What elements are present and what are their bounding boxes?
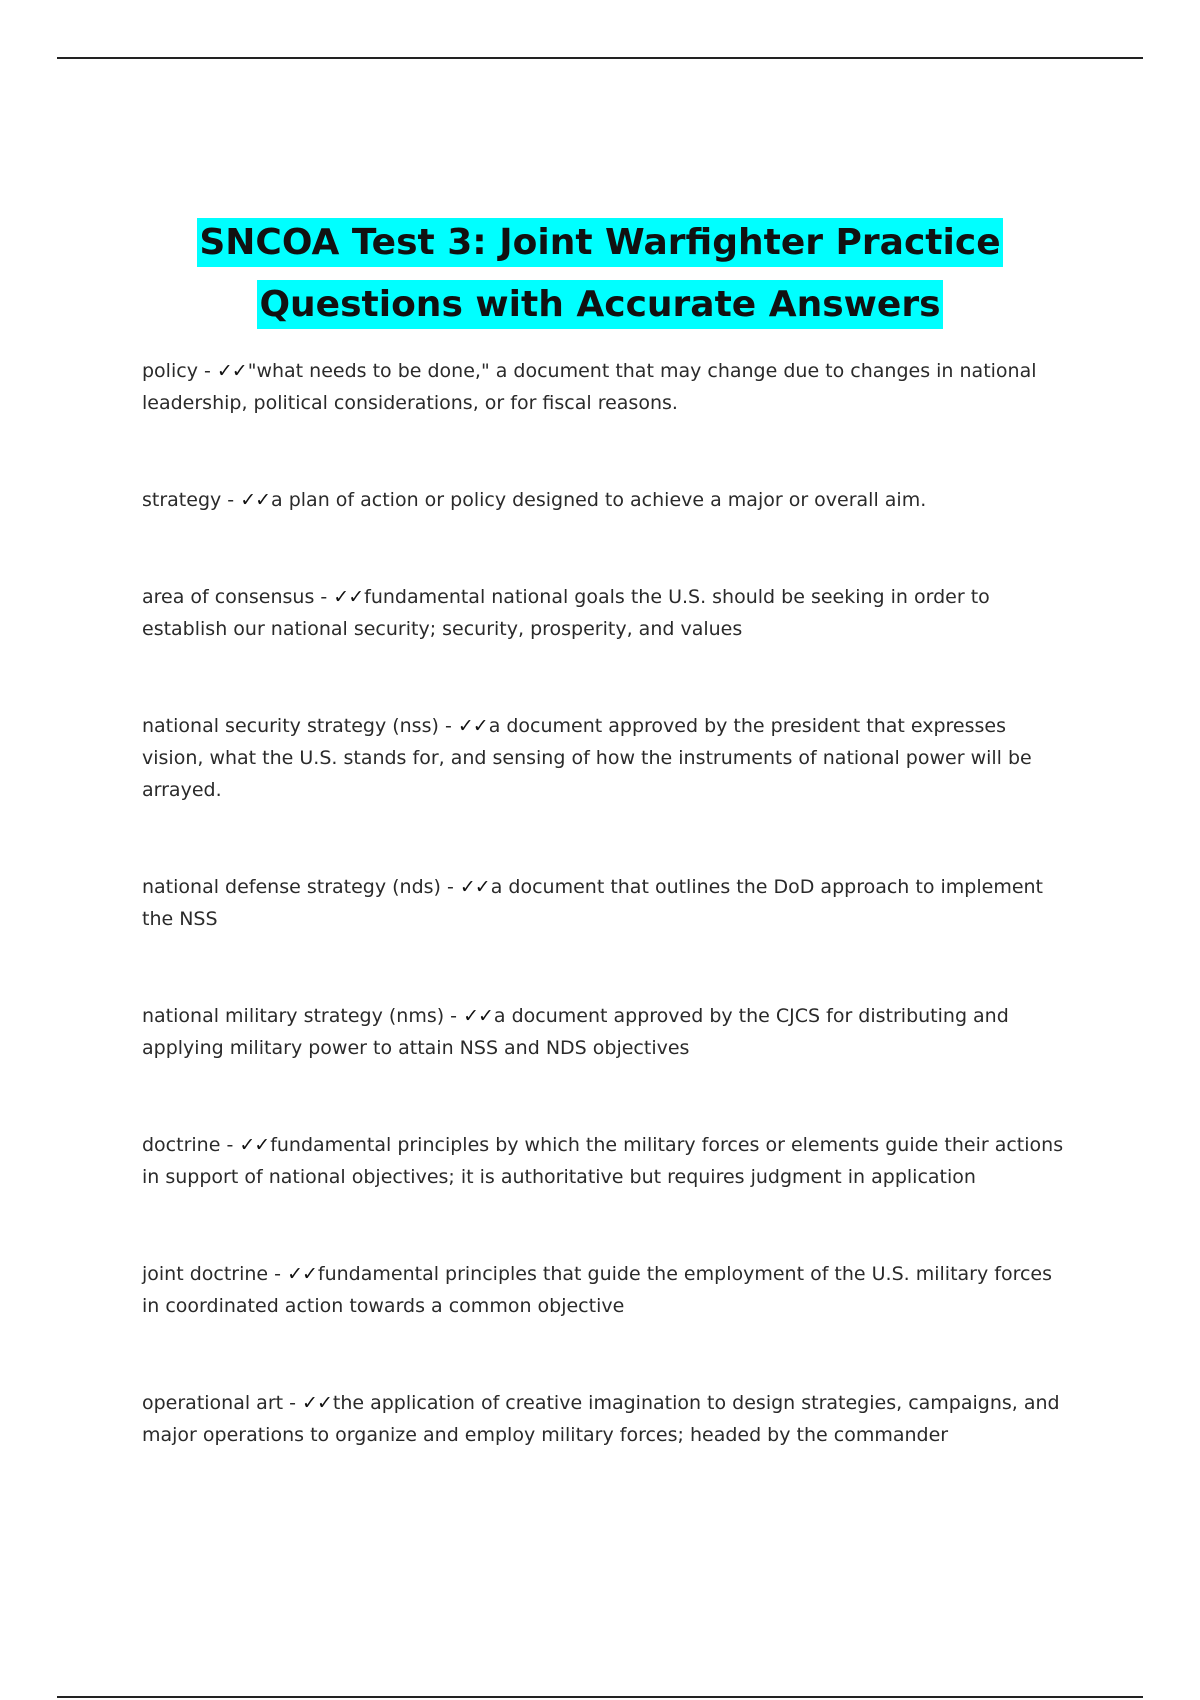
- double-check-icon: ✓✓: [463, 1005, 493, 1027]
- entry-definition: "what needs to be done," a document that may change due to changes in national leadership, political considerations, or for fiscal reasons.: [142, 360, 1037, 414]
- double-check-icon: ✓✓: [287, 1263, 317, 1285]
- double-check-icon: ✓✓: [239, 1134, 270, 1156]
- qa-entry: [142, 710, 1072, 806]
- qa-entry: [142, 1129, 1072, 1193]
- entry-separator: -: [197, 360, 217, 382]
- entry-definition: a document that outlines the DoD approach to implement the NSS: [142, 876, 1044, 930]
- entry-separator: -: [268, 1263, 288, 1285]
- page-title: [0, 212, 1200, 336]
- qa-entry: [142, 1387, 1072, 1451]
- title-line-2: Questions with Accurate Answers: [257, 280, 942, 329]
- entry-definition: fundamental national goals the U.S. should be seeking in order to establish our national security; security, prosperity, and values: [142, 586, 990, 640]
- entry-definition: fundamental principles by which the military forces or elements guide their actions in support of national objectives; it is authoritative but requires judgment in application: [142, 1134, 1064, 1188]
- qa-entry: [142, 355, 1072, 419]
- double-check-icon: ✓✓: [457, 715, 488, 737]
- qa-entry: [142, 871, 1072, 935]
- double-check-icon: ✓✓: [302, 1392, 332, 1414]
- qa-entry: [142, 1258, 1072, 1322]
- double-check-icon: ✓✓: [240, 489, 271, 511]
- entry-separator: -: [221, 489, 241, 511]
- entry-term: national defense strategy (nds): [142, 876, 441, 898]
- entry-term: strategy: [142, 489, 222, 511]
- entry-term: joint doctrine: [142, 1263, 269, 1285]
- entry-separator: -: [440, 876, 460, 898]
- title-line-1: SNCOA Test 3: Joint Warfighter Practice: [197, 218, 1002, 267]
- double-check-icon: ✓✓: [216, 360, 247, 382]
- qa-entry: [142, 1000, 1072, 1064]
- entry-definition: fundamental principles that guide the employment of the U.S. military forces in coordinated action towards a common objective: [142, 1263, 1053, 1317]
- entry-separator: -: [283, 1392, 303, 1414]
- bottom-rule: [57, 1696, 1143, 1698]
- entry-definition: a plan of action or policy designed to achieve a major or overall aim.: [271, 489, 927, 511]
- entry-definition: a document approved by the CJCS for distributing and applying military power to attain NSS and NDS objectives: [142, 1005, 1009, 1059]
- double-check-icon: ✓✓: [333, 586, 364, 608]
- qa-entry: [142, 581, 1072, 645]
- entry-term: national military strategy (nms): [142, 1005, 445, 1027]
- top-rule: [57, 57, 1143, 59]
- entry-separator: -: [444, 1005, 464, 1027]
- entry-definition: the application of creative imagination to design strategies, campaigns, and major operations to organize and employ military forces; headed by the commander: [142, 1392, 1060, 1446]
- entry-term: operational art: [142, 1392, 284, 1414]
- entry-term: national security strategy (nss): [142, 715, 439, 737]
- entry-separator: -: [438, 715, 458, 737]
- entry-term: doctrine: [142, 1134, 221, 1156]
- entry-separator: -: [314, 586, 334, 608]
- entry-definition: a document approved by the president that expresses vision, what the U.S. stands for, and sensing of how the instruments of national power will be arrayed.: [142, 715, 1032, 801]
- qa-entry: [142, 484, 1072, 516]
- entry-term: area of consensus: [142, 586, 315, 608]
- qa-list: [142, 355, 1072, 1516]
- double-check-icon: ✓✓: [459, 876, 490, 898]
- entry-separator: -: [220, 1134, 240, 1156]
- entry-term: policy: [142, 360, 198, 382]
